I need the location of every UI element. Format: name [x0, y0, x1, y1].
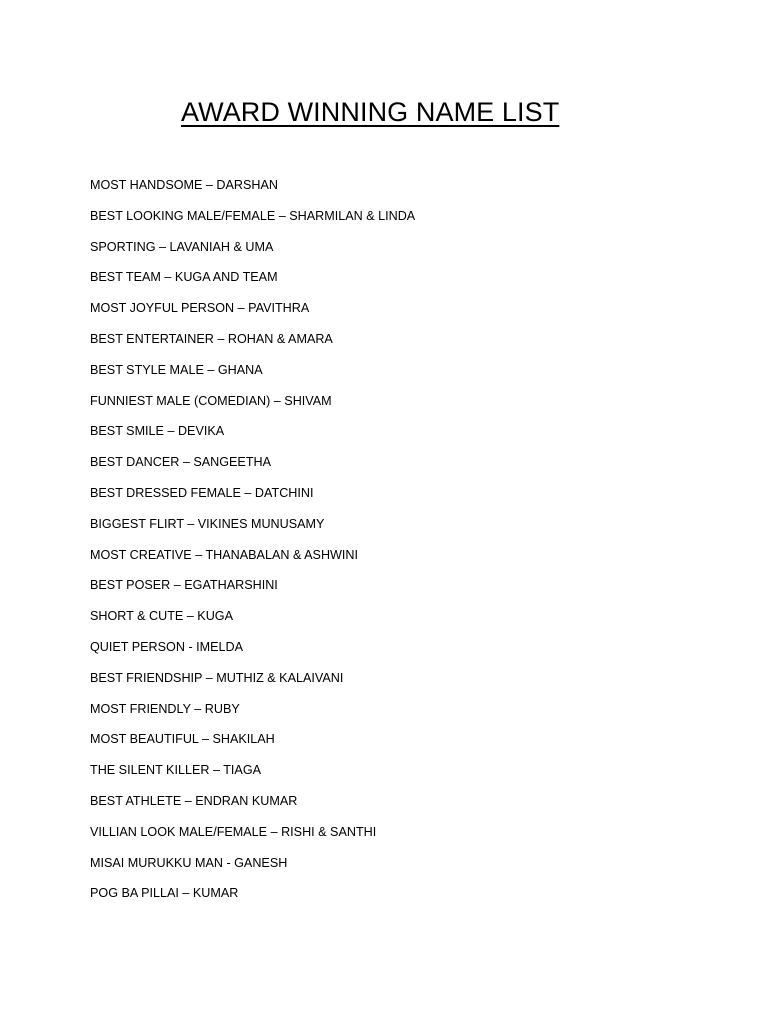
list-item: SHORT & CUTE – KUGA: [90, 609, 233, 624]
list-item: BEST POSER – EGATHARSHINI: [90, 578, 278, 593]
list-item: BEST ENTERTAINER – ROHAN & AMARA: [90, 331, 333, 346]
list-item: BIGGEST FLIRT – VIKINES MUNUSAMY: [90, 516, 325, 531]
list-item: SPORTING – LAVANIAH & UMA: [90, 239, 274, 254]
list-item: POG BA PILLAI – KUMAR: [90, 886, 239, 901]
list-item: QUIET PERSON - IMELDA: [90, 639, 244, 654]
list-item: BEST SMILE – DEVIKA: [90, 424, 225, 439]
list-item: MISAI MURUKKU MAN - GANESH: [90, 855, 288, 870]
list-item: BEST DANCER – SANGEETHA: [90, 455, 272, 470]
list-item: BEST TEAM – KUGA AND TEAM: [90, 270, 278, 285]
list-item: MOST JOYFUL PERSON – PAVITHRA: [90, 301, 310, 316]
list-item: THE SILENT KILLER – TIAGA: [90, 763, 262, 778]
list-item: BEST FRIENDSHIP – MUTHIZ & KALAIVANI: [90, 670, 344, 685]
list-item: MOST CREATIVE – THANABALAN & ASHWINI: [90, 547, 359, 562]
list-item: MOST HANDSOME – DARSHAN: [90, 178, 279, 192]
list-item: VILLIAN LOOK MALE/FEMALE – RISHI & SANTHI: [90, 824, 377, 839]
list-item: BEST LOOKING MALE/FEMALE – SHARMILAN & LINDA: [90, 208, 416, 223]
list-item: BEST ATHLETE – ENDRAN KUMAR: [90, 793, 298, 808]
award-list: [90, 175, 415, 914]
list-item: BEST DRESSED FEMALE – DATCHINI: [90, 485, 314, 500]
list-item: FUNNIEST MALE (COMEDIAN) – SHIVAM: [90, 393, 332, 408]
list-item: BEST STYLE MALE – GHANA: [90, 362, 263, 377]
list-item: MOST FRIENDLY – RUBY: [90, 701, 240, 716]
list-item: MOST BEAUTIFUL – SHAKILAH: [90, 732, 275, 747]
page-title: AWARD WINNING NAME LIST: [181, 97, 560, 127]
